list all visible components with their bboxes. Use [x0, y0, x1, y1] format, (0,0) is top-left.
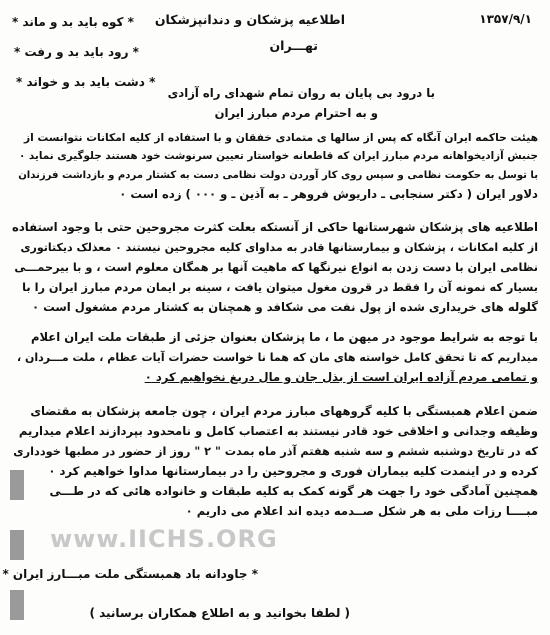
paragraph-1-line: هیئت حاکمه ایران آنگاه که پس از سالها ی متمادی خفقان و با استفاده از کلیه امکانات نتوانست از [24, 131, 538, 144]
watermark-text: www.IICHS.ORG [50, 525, 278, 553]
issuer-city: تهـــران [269, 38, 318, 53]
poem-line-1: * کوه باید بد و ماند * [12, 15, 134, 29]
poem-line-3: * دشت باید بد و خواند * [16, 75, 156, 89]
footer-request: ( لطفا بخوانید و به اطلاع همکاران برسانید ) [89, 606, 350, 620]
paragraph-2-line: بسیار که نمونه آن را فقط در قرون مغول میتوان یافت ، سینه بر ایمان مردم مبارز ایران را با [22, 281, 538, 294]
paragraph-4-line: وظیفه وجدانی و اخلاقی خود قادر نیستند به اعتصاب کامل و نامحدود بپردازند اعلام میداریم [18, 424, 538, 438]
watermark-logo [6, 470, 28, 620]
paragraph-1-line: جنبش آزادیخواهانه مردم مبارز ایران که قاطعانه خواستار تعیین سرنوشت خود هستند جلوگیری نماید ٠ [18, 150, 538, 162]
paragraph-4-line: ضمن اعلام همبستگی با کلیه گروههای مبارز مردم ایران ، چون جامعه پزشکان به مقتضای [30, 404, 538, 418]
paragraph-3-line: و تمامی مردم آزاده ایران است از بذل جان و مال دریغ نخواهیم کرد ٠ [144, 370, 538, 384]
paragraph-3-line: میداریم که تا تحقق کامل خواسته های مان که هما نا خواست حضرات آیات عظام ، ملت مـــردان ، [16, 351, 538, 364]
paragraph-2-line: گلوله های خریداری شده از پول نفت می شکافد و همچنان به کشتار مردم مشغول است ٠ [31, 300, 538, 314]
document-date: ۱۳۵۷/۹/۱ [479, 12, 532, 26]
paragraph-4-line: همچنین آمادگی خود را جهت هر گونه کمک به کلیه طبقات و خانواده هائی که در طـــی [49, 484, 538, 498]
paragraph-4-line: کرده و در اینمدت کلیه بیماران فوری و مجروحین را در بیمارستانها مداوا خواهیم کرد ٠ [48, 464, 538, 478]
poem-line-2: * رود باید بد و رفت * [14, 45, 139, 59]
paragraph-4-line: که در تاریخ دوشنبه ششم و سه شنبه هفتم آذر ماه بمدت " ٢ " روز از حضور در مطبها خودداری [13, 445, 538, 458]
paragraph-1-line: با توسل به حکومت نظامی و سپس روی کار آوردن دولت نظامی دست به کشتار مردم و بازداشت فرزندان [18, 170, 538, 181]
paragraph-2-line: از کلیه امکانات ، پزشکان و بیمارستانها قادر به مداوای کلیه مجروحین نیستند ٠ معذلک دیکتاتوری [20, 241, 538, 254]
salutation-line-2: و به احترام مردم مبارز ایران [214, 106, 378, 120]
paragraph-3-line: با توجه به شرایط موجود در میهن ما ، ما پزشکان بعنوان جزئی از طبقات ملت ایران اعلام [31, 330, 538, 344]
paragraph-4-line: مبــــا رزات ملی به هر شکل صــدمه دیده اند اعلام می داریم ٠ [185, 504, 538, 518]
paragraph-1-line: دلاور ایران ( دکتر سنجابی ـ داریوش فروهر ـ به آذین ـ و ٠٠٠ ) زده است ٠ [119, 187, 538, 201]
issuer-title: اطلاعیه پزشکان و دندانپزشکان [154, 12, 345, 27]
paragraph-2-line: نظامی ایران با دست زدن به انواع نیرنگها که ماهیت آنها بر همگان معلوم است ، و با بیرحمـــی [14, 261, 538, 274]
paragraph-2-line: اطلاعیه های پزشکان شهرستانها حاکی از آنستکه بعلت کثرت مجروحین حتی با وجود استفاده [11, 220, 538, 234]
closing-slogan: * جاودانه باد همبستگی ملت مبـــارز ایران * [2, 567, 258, 581]
salutation-line-1: با درود بی پایان به روان تمام شهدای راه آزادی [167, 86, 435, 100]
